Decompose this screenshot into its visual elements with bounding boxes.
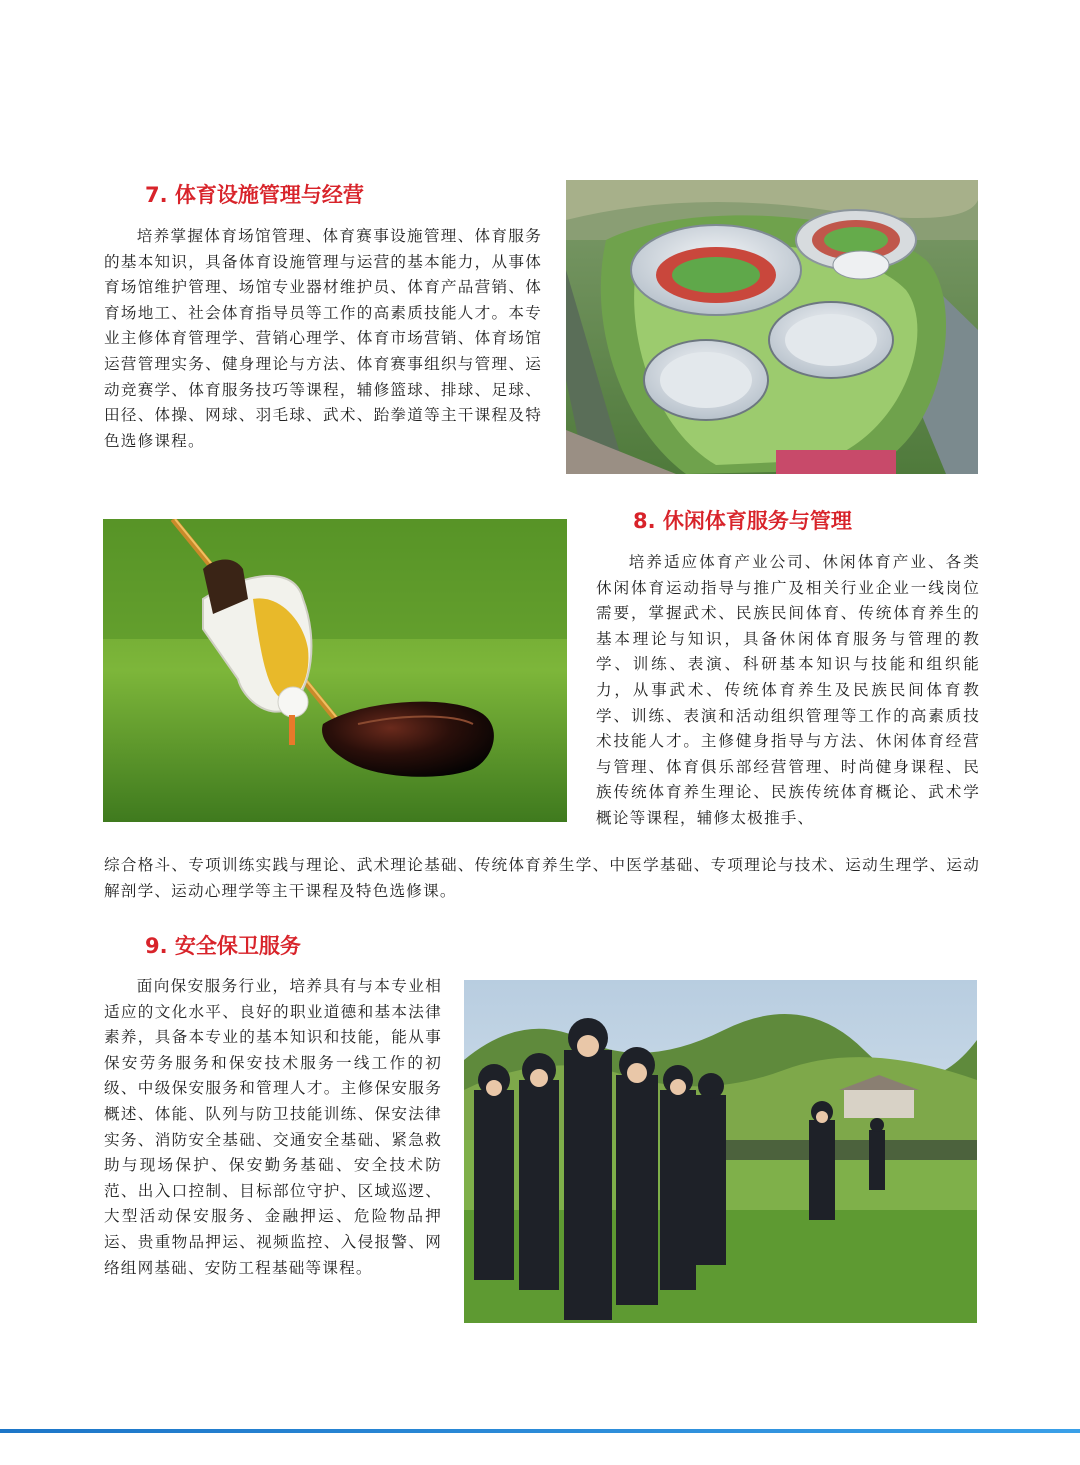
golf-tee-photo [103, 519, 567, 822]
section-9-body: 面向保安服务行业，培养具有与本专业相适应的文化水平、良好的职业道德和基本法律素养，具备本专业的基本知识和技能，能从事保安劳务服务和保安技术服务一线工作的初级、中级保安服务和管理人才。主修保安服务概述、体能、队列与防卫技能训练、保安法律实务、消防安全基础、交通安全基础、紧急救助与现场保护、保安勤务基础、安全技术防范、出入口控制、目标部位守护、区域巡逻、大型活动保安服务、金融押运、危险物品押运、贵重物品押运、视频监控、入侵报警、网络组网基础、安防工程基础等课程。 [104, 977, 442, 1277]
security-guards-photo [464, 980, 977, 1323]
stadium-aerial-photo [566, 180, 978, 474]
section-8-body: 培养适应体育产业公司、休闲体育产业、各类休闲体育运动指导与推广及相关行业企业一线岗位需要，掌握武术、民族民间体育、传统体育养生的基本理论与知识，具备休闲体育服务与管理的教学、训练、表演、科研基本知识与技能和组织能力，从事武术、传统体育养生及民族民间体育教学、训练、表演和活动组织管理等工作的高素质技术技能人才。主修健身指导与方法、休闲体育经营与管理、体育俱乐部经营管理、时尚健身课程、民族传统体育养生理论、民族传统体育概论、武术学概论等课程，辅修太极推手、 [596, 553, 980, 827]
section-9-heading: 9. 安全保卫服务 [145, 934, 301, 958]
section-8-body-continued: 综合格斗、专项训练实践与理论、武术理论基础、传统体育养生学、中医学基础、专项理论与技术、运动生理学、运动解剖学、运动心理学等主干课程及特色选修课。 [104, 856, 980, 900]
section-7-heading: 7. 体育设施管理与经营 [145, 183, 364, 207]
section-8-heading: 8. 休闲体育服务与管理 [633, 509, 852, 533]
section-7-body: 培养掌握体育场馆管理、体育赛事设施管理、体育服务的基本知识，具备体育设施管理与运营的基本能力，从事体育场馆维护管理、场馆专业器材维护员、体育产品营销、体育场地工、社会体育指导员等工作的高素质技能人才。本专业主修体育管理学、营销心理学、体育市场营销、体育场馆运营管理实务、健身理论与方法、体育赛事组织与管理、运动竞赛学、体育服务技巧等课程，辅修篮球、排球、足球、田径、体操、网球、羽毛球、武术、跆拳道等主干课程及特色选修课程。 [104, 227, 542, 450]
bottom-rule [0, 1429, 1080, 1433]
